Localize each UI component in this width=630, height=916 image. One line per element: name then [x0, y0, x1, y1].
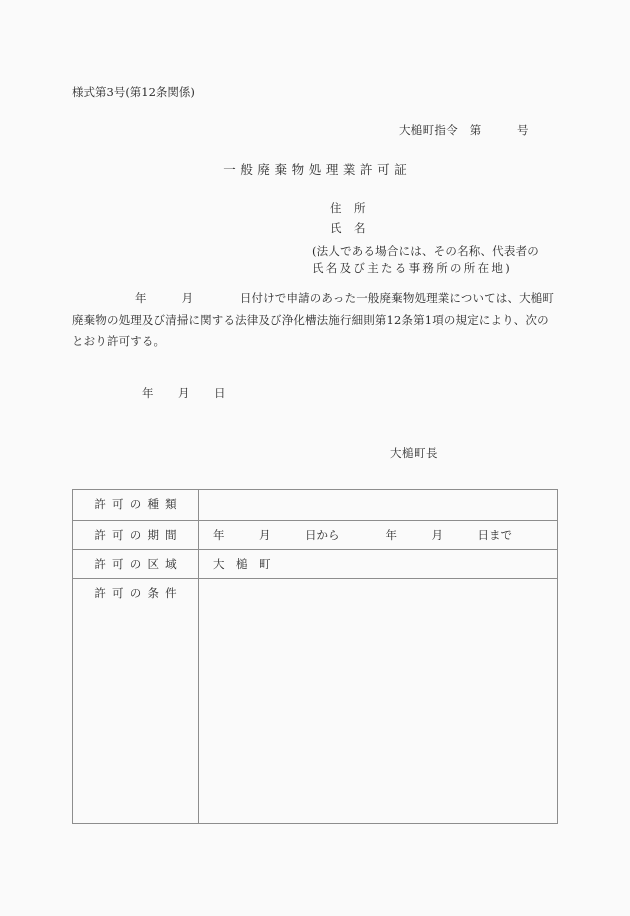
- row-value-permit-period[interactable]: 年 月 日から 年 月 日まで: [199, 521, 558, 550]
- row-label-permit-conditions: 許可の条件: [73, 579, 199, 824]
- body-paragraph-line-2: 廃棄物の処理及び清掃に関する法律及び浄化槽法施行細則第12条第1項の規定により、次の: [72, 313, 549, 327]
- table-row: [73, 490, 558, 521]
- page-title: 一般廃棄物処理業許可証: [223, 162, 412, 177]
- body-paragraph-line-1: 年 月 日付けで申請のあった一般廃棄物処理業については、大槌町: [135, 291, 555, 305]
- corporate-note-line1: (法人である場合には、その名称、代表者の: [312, 244, 539, 258]
- signer-title: 大槌町長: [390, 446, 438, 460]
- recipient-name-label: 氏 名: [330, 221, 366, 235]
- row-label-permit-type: 許可の種類: [73, 490, 199, 521]
- order-number: 大槌町指令 第 号: [399, 123, 529, 137]
- body-paragraph-line-3: とおり許可する。: [72, 334, 166, 348]
- form-number: 様式第3号(第12条関係): [72, 85, 195, 99]
- row-value-permit-type[interactable]: [199, 490, 558, 521]
- table-row: [73, 550, 558, 579]
- row-label-permit-period: 許可の期間: [73, 521, 199, 550]
- corporate-note-line2: 氏名及び主たる事務所の所在地): [312, 261, 512, 275]
- table-row: [73, 521, 558, 550]
- permit-details-table: [72, 489, 558, 824]
- row-value-permit-conditions[interactable]: [199, 579, 558, 824]
- table-row: [73, 579, 558, 824]
- row-label-permit-area: 許可の区域: [73, 550, 199, 579]
- issue-date: 年 月 日: [142, 386, 226, 400]
- recipient-address-label: 住 所: [330, 201, 366, 215]
- row-value-permit-area[interactable]: 大 槌 町: [199, 550, 558, 579]
